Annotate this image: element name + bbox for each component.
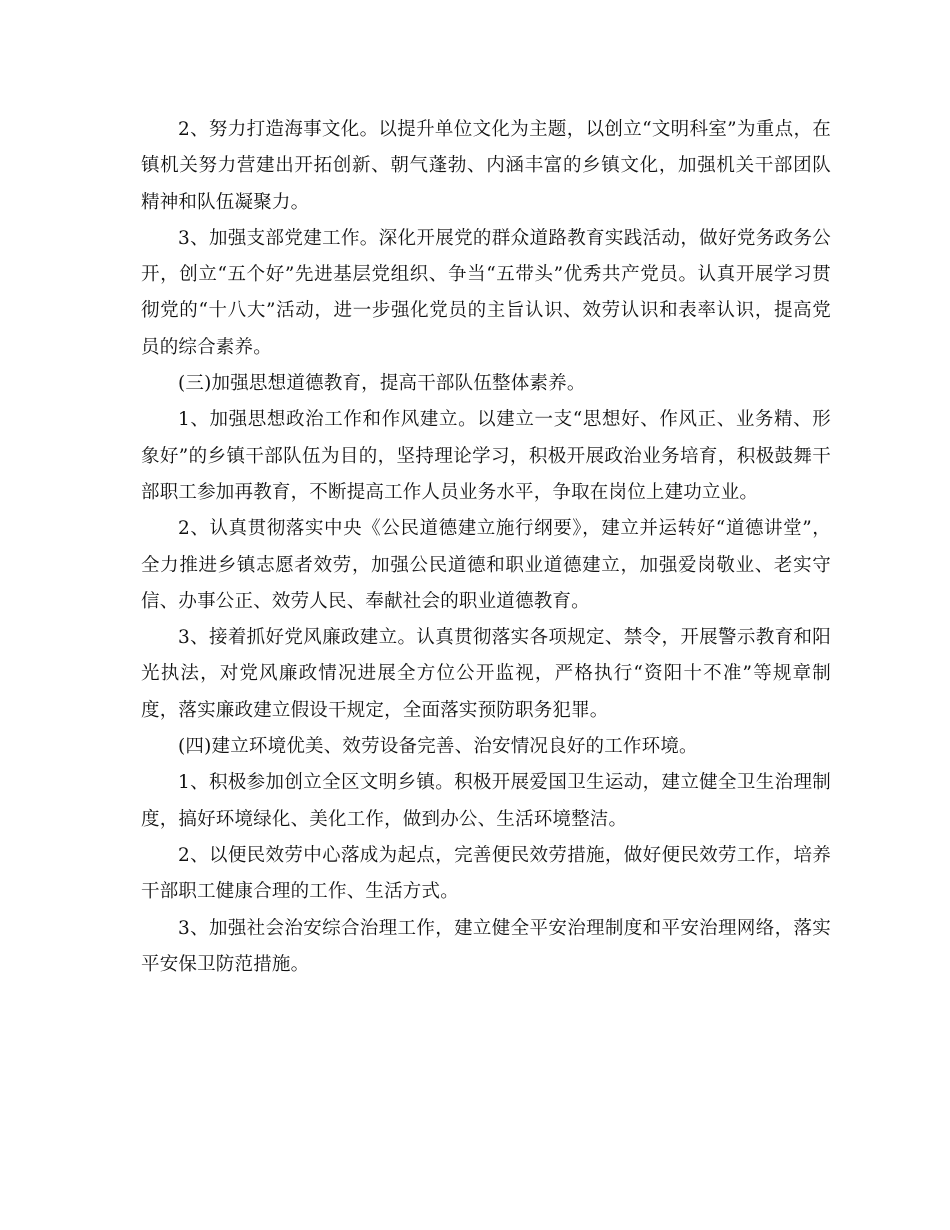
paragraph-maritime-culture: 2、努力打造海事文化。以提升单位文化为主题，以创立“文明科室”为重点，在镇机关努力营建出开拓创新、朝气蓬勃、内涵丰富的乡镇文化，加强机关干部团队精神和队伍凝聚力。 xyxy=(141,119,831,213)
section-heading-moral-education: (三)加强思想道德教育，提高干部队伍整体素养。 xyxy=(178,373,586,395)
paragraph-public-security: 3、加强社会治安综合治理工作，建立健全平安治理制度和平安治理网络，落实平安保卫防范措施。 xyxy=(141,917,831,975)
paragraph-civic-morality: 2、认真贯彻落实中央《公民道德建立施行纲要》，建立并运转好“道德讲堂”，全力推进乡镇志愿者效劳，加强公民道德和职业道德建立，加强爱岗敬业、老实守信、办事公正、效劳人民、奉献社会的职业道德教育。 xyxy=(141,518,831,612)
paragraph-civilized-township: 1、积极参加创立全区文明乡镇。积极开展爱国卫生运动，建立健全卫生治理制度，搞好环境绿化、美化工作，做到办公、生活环境整洁。 xyxy=(141,772,831,830)
paragraph-clean-government: 3、接着抓好党风廉政建立。认真贯彻落实各项规定、禁令，开展警示教育和阳光执法，对党风廉政情况进展全方位公开监视，严格执行“资阳十不准”等规章制度，落实廉政建立假设干规定，全面落实预防职务犯罪。 xyxy=(141,627,831,721)
paragraph-party-building: 3、加强支部党建工作。深化开展党的群众道路教育实践活动，做好党务政务公开，创立“五个好”先进基层党组织、争当“五带头”优秀共产党员。认真开展学习贯彻党的“十八大”活动，进一步强化党员的主旨认识、效劳认识和表率认识，提高党员的综合素养。 xyxy=(141,227,831,358)
paragraph-service-center: 2、以便民效劳中心落成为起点，完善便民效劳措施，做好便民效劳工作，培养干部职工健康合理的工作、生活方式。 xyxy=(141,844,831,903)
section-heading-work-environment: (四)建立环境优美、效劳设备完善、治安情况良好的工作环境。 xyxy=(178,736,698,758)
document-body xyxy=(141,112,831,983)
paragraph-political-work: 1、加强思想政治工作和作风建立。以建立一支“思想好、作风正、业务精、形象好”的乡镇干部队伍为目的，坚持理论学习，积极开展政治业务培育，积极鼓舞干部职工参加再教育，不断提高工作人员业务水平，争取在岗位上建功立业。 xyxy=(141,409,831,503)
